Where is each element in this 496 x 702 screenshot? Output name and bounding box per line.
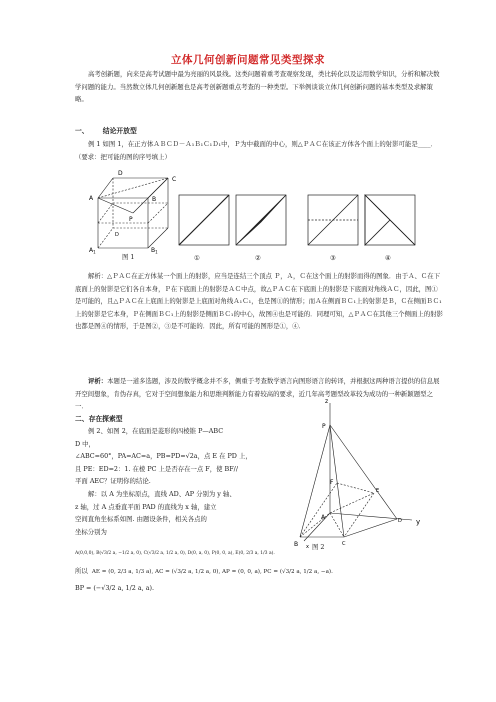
document-title: 立体几何创新问题常见类型探求 [171, 54, 325, 66]
label-a1: $A_1$ [89, 247, 96, 255]
example-2-text [75, 425, 285, 538]
solution-line: 解：以 A 为坐标原点，直线 AD、AP 分别为 y 轴、 [88, 489, 236, 498]
example-1-solution: 解析：△ＰＡＣ在正方体某一个面上的射影，应当是连结三个顶点 Ｐ，Ａ，Ｃ在这个面上的射影而得的图象．由于Ａ、Ｃ在下底面上的射影是它们各自本身，Ｐ在下底面上的射影是ＡＣ中点，故△ＰＡＣ在下底面上的射影是下底面对角线ＡＣ，因此，图①是可能的，且△ＰＡＣ在上底面上的射影是上底面对角线Ａ₁Ｃ₁，也是图①的情形；而Ａ在侧面ＢＣ₁上的射影是Ｂ，Ｃ在侧面ＢＣ₁上的射影是它本身，Ｐ在侧面ＢＣ₁上的射影是侧面ＢＣ₁的中心，故图④也是可能的．同理可知，△ＰＡＣ在其他三个侧面上的射影也都是图④的情形，于是图②，③是不可能的．因此，所有可能的图形是①，④． [75, 272, 443, 331]
example-2-line: D 中， [75, 439, 95, 448]
vector-bp: BP = (−√3/2 a, 1/2 a, a). [75, 584, 155, 592]
vector-list [75, 566, 333, 575]
label-b: B [294, 541, 299, 548]
panel-1-label: ① [194, 254, 200, 262]
example-2-line: 平面 AEC？证明你的结论. [75, 477, 151, 486]
example-1-text: 例 1 如图 1，在正方体ＡＢＣＤ－Ａ₁Ｂ₁Ｃ₁Ｄ₁中，Ｐ为中截面的中心，则△ＰＡＣ在该正方体各个面上的射影可能是____．（要求：把可能的图的序号填上） [75, 140, 437, 161]
panel-3 [305, 192, 361, 248]
section-2-number: 二、 [75, 415, 89, 423]
intro-paragraph: 高考创新题，向来是高考试题中最为亮丽的风景线。这类问题着重考查观察发现，类比转化以及运用数学知识，分析和解决数学问题的能力。当然数立体几何创新题也是高考创新题重点考查的一种类型。下举例谈谈立体几何创新问题的基本类型及求解策略。 [75, 70, 440, 104]
label-e: E [376, 488, 380, 494]
label-c: C [342, 541, 346, 547]
edge-pb [300, 425, 330, 537]
mid-section-line [98, 203, 113, 223]
label-y: y [416, 518, 421, 526]
comment-text: 本题是一道多选题，涉及的数学概念并不多，侧重于考查数学语言向图形语言的转译，并根据这两种语言提供的信息展开空间想象，肯伪存真，它对于空间想象能力和思维判断能力有着较高的要求，近几年高考题型改革较为成功的一种新颖题型之一． [75, 377, 440, 411]
panel-4-label: ④ [385, 254, 391, 262]
edge-ac [330, 513, 344, 537]
edge-bf [300, 483, 337, 537]
solution-line: 坐标分别为 [75, 527, 107, 536]
section-1-number: 一、 [75, 127, 89, 135]
point-coordinates: A(0,0,0), B(√3/2 a, −1/2 a, 0), C(√3/2 a, 1/2 a, 0), D(0, a, 0), P(0, 0, a), E(0, 2/3 a, 1/3 a). [75, 551, 275, 556]
example-2-line: ∠ABC=60°，PA=AC=a，PB=PD=√2a，点 E 在 PD 上， [75, 452, 252, 461]
label-p: P [322, 423, 326, 430]
mid-section-line [148, 203, 168, 223]
triangle-edge-ac [98, 178, 168, 198]
section-1-heading [75, 125, 137, 135]
section-2-heading [75, 413, 123, 423]
label-z: z [325, 398, 329, 405]
label-a: A [321, 514, 326, 521]
label-d: D [398, 518, 402, 524]
label-d: D [118, 170, 123, 177]
label-f: F [330, 479, 334, 486]
label-c: C [172, 176, 177, 183]
vectors-text: AE = (0, 2/3 a, 1/3 a), AC = (√3/2 a, 1/2 a, 0), AP = (0, 0, a), PC = (√3/2 a, 1/2 a, −a). [91, 569, 333, 575]
label-b1: $B_1$ [151, 247, 158, 255]
cube-hidden-edge [98, 228, 113, 248]
panel-4 [362, 192, 418, 248]
solution-line: 空间直角坐标系如图. 由题设条件，相关各点的 [75, 515, 207, 524]
so-label: 所以 [75, 567, 88, 575]
figure-2-caption: 图 2 [312, 543, 325, 551]
panel-2-label: ② [255, 254, 261, 262]
label-x: x [306, 544, 309, 550]
panel-1 [176, 192, 232, 248]
triangle-edge-ap [98, 198, 133, 213]
label-b: B [152, 196, 157, 203]
triangle-edge-cp [133, 178, 168, 213]
edge-cd [344, 519, 397, 537]
section-1-title: 结论开放型 [102, 127, 137, 135]
panel-3-label: ③ [330, 254, 336, 262]
example-2-line: 例 2、如图 2，在底面是菱形的四棱锥 P—ABC [88, 427, 224, 435]
figure-1-caption: 图 1 [122, 253, 135, 261]
edge-ab [300, 513, 330, 537]
label-p: P [129, 216, 133, 223]
figure-1-cube [88, 166, 178, 260]
cube-edge [98, 178, 113, 198]
label-d1: D [115, 232, 119, 238]
comment-label: 评析： [88, 377, 108, 385]
label-a: A [89, 195, 94, 202]
cube-edge [148, 228, 168, 248]
section-2-title: 存在探索型 [88, 415, 123, 423]
figure-2-pyramid [292, 395, 432, 560]
panel-2 [233, 192, 289, 248]
edge-fe [337, 483, 374, 493]
example-2-line: 且 PE：ED=2：1. 在棱 PC 上是否存在一点 F，使 BF// [75, 464, 238, 473]
solution-line: z 轴，过 A 点垂直平面 PAD 的直线为 x 轴，建立 [75, 502, 217, 511]
